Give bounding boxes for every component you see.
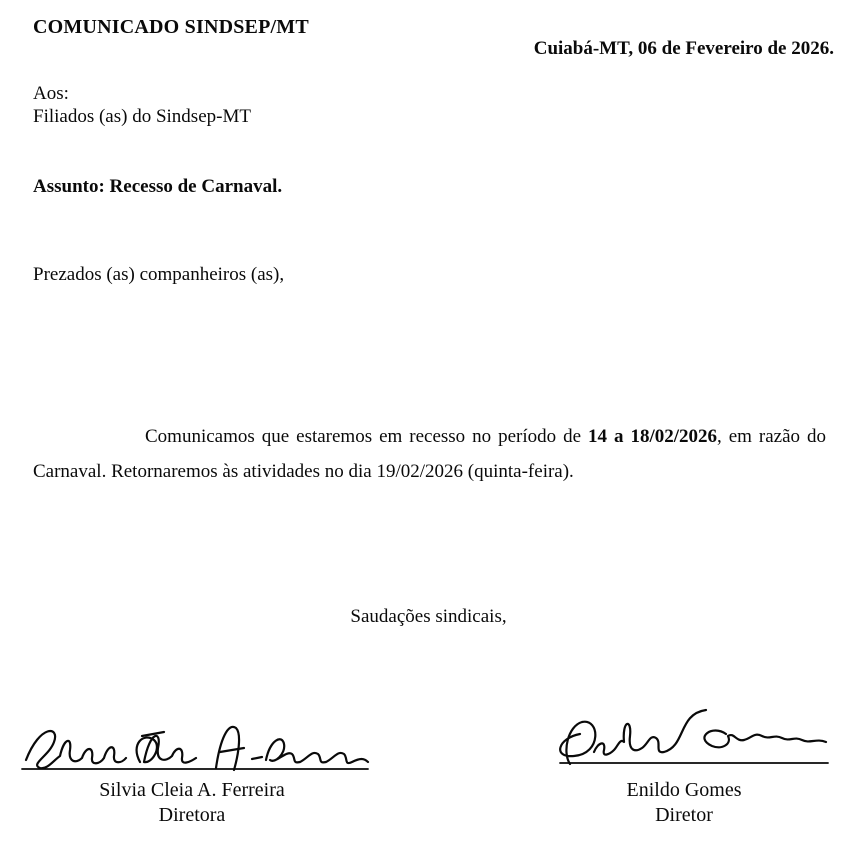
handwritten-signature-enildo-icon — [534, 706, 834, 778]
recipient-name: Filiados (as) do Sindsep-MT — [33, 106, 251, 127]
subject-line: Assunto: Recesso de Carnaval. — [33, 176, 283, 197]
closing-line: Saudações sindicais, — [350, 606, 507, 627]
recipient-block — [33, 82, 251, 128]
signer-title: Diretora — [158, 804, 226, 826]
body-text-start: Comunicamos que estaremos em recesso no período de — [145, 426, 589, 447]
date-line: Cuiabá-MT, 06 de Fevereiro de 2026. — [533, 38, 834, 59]
salutation: Prezados (as) companheiros (as), — [33, 264, 285, 285]
signer-name: Enildo Gomes — [626, 779, 742, 801]
signer-name: Silvia Cleia A. Ferreira — [99, 779, 285, 801]
body-text-end: , em razão do Carnaval. Retornaremos às atividades no dia 19/02/2026 (quinta-feira). — [33, 426, 827, 482]
body-paragraph — [33, 419, 826, 489]
signer-title: Diretor — [655, 804, 713, 826]
document-title: COMUNICADO SINDSEP/MT — [33, 16, 309, 38]
body-text-bold-dates: 14 a 18/02/2026 — [588, 426, 718, 447]
handwritten-signature-silvia-icon — [12, 718, 372, 778]
signature-block-diretora — [12, 718, 372, 828]
recipient-label: Aos: — [33, 83, 69, 104]
signature-block-diretor — [528, 706, 840, 828]
